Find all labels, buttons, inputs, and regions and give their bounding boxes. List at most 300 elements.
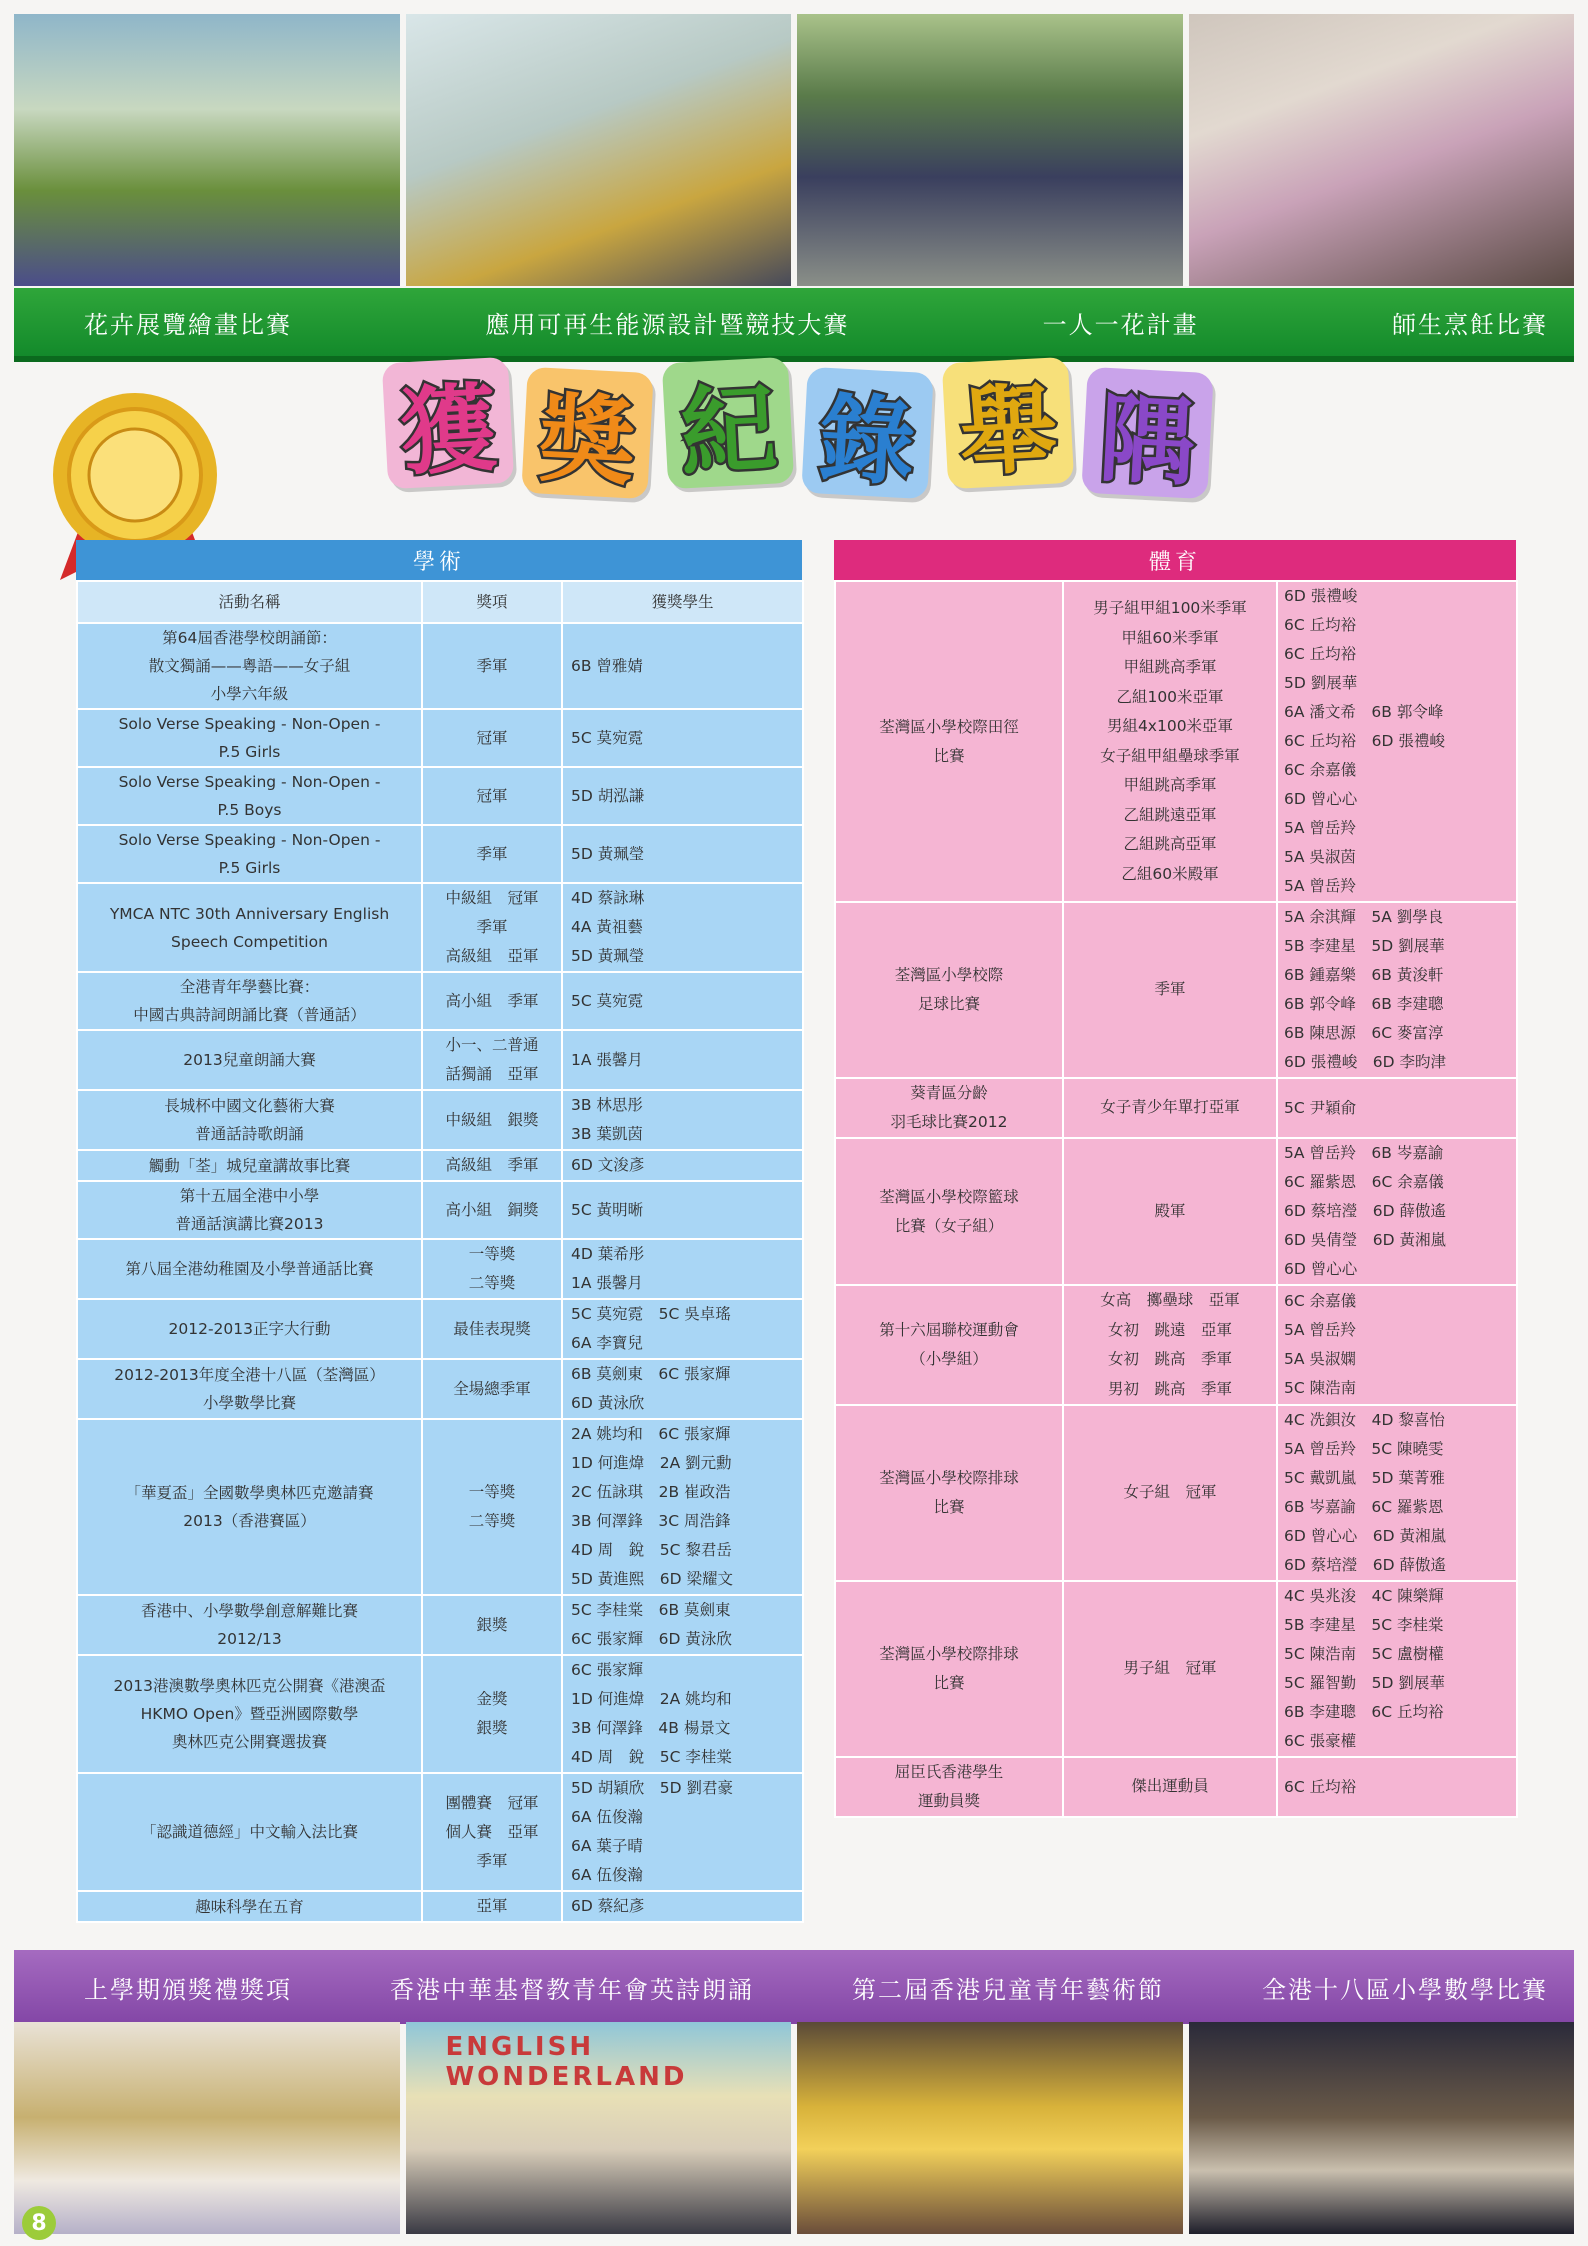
cell-line: 5A 曾岳羚 5C 陳曉雯 [1284, 1440, 1444, 1458]
cell-line: 男子組 冠軍 [1123, 1659, 1217, 1678]
cell-line: 5C 李桂棠 6B 莫劍東 [571, 1601, 731, 1619]
cell-line: 5C 陳浩南 [1284, 1379, 1357, 1397]
cell-line: 6D 曾心心 [1284, 790, 1358, 808]
cell-line: 6D 蔡培瀅 6D 薛傲遙 [1284, 1556, 1446, 1574]
award [422, 623, 562, 709]
cell-line: 傑出運動員 [1131, 1777, 1209, 1796]
award [1063, 1757, 1277, 1817]
cell-line: 中級組 冠軍 [445, 889, 539, 907]
sports-awards-panel [834, 540, 1516, 1818]
award [1063, 1078, 1277, 1138]
table-row [835, 1757, 1517, 1817]
cell-line: Solo Verse Speaking - Non-Open - [118, 715, 381, 733]
winners [1277, 1581, 1517, 1757]
table-row [835, 902, 1517, 1078]
table-row [835, 1285, 1517, 1405]
cell-line: 高小組 銅獎 [445, 1200, 539, 1219]
cell-line: 5D 黃珮瑩 [571, 947, 645, 965]
cell-line: 女子組 冠軍 [1123, 1483, 1217, 1502]
event-name [77, 623, 422, 709]
cell-line: 甲組跳高季軍 [1123, 658, 1217, 676]
cell-line: 銀獎 [476, 1615, 508, 1634]
column-header: 獲獎學生 [562, 581, 803, 623]
cell-line: 甲組跳高季軍 [1123, 776, 1217, 794]
cell-line: Speech Competition [171, 932, 328, 951]
cell-line: 6B 李建聰 6C 丘均裕 [1284, 1703, 1444, 1721]
table-row [77, 1595, 803, 1655]
winners [562, 1773, 803, 1891]
cell-line: 荃灣區小學校際排球 [879, 1645, 1019, 1663]
award [422, 1359, 562, 1419]
award [1063, 1581, 1277, 1757]
cell-line: 乙組60米殿軍 [1121, 864, 1219, 883]
cell-line: 6D 張禮峻 [1284, 587, 1358, 605]
cell-line: 6B 鍾嘉樂 6B 黃浚軒 [1284, 966, 1444, 984]
cell-line: 足球比賽 [917, 995, 980, 1013]
cell-line: 4D 周 銳 5C 黎君岳 [571, 1541, 732, 1559]
cell-line: 5C 莫宛霓 5C 吳卓瑤 [571, 1305, 731, 1323]
cell-line: 女初 跳高 季軍 [1107, 1350, 1232, 1368]
cell-line: 2013（香港賽區） [183, 1512, 316, 1530]
cell-line: 觸動「荃」城兒童講故事比賽 [148, 1156, 351, 1175]
cell-line: 銀獎 [476, 1719, 508, 1737]
cell-line: 男組4x100米亞軍 [1106, 717, 1234, 735]
cell-line: 5C 戴凱嵐 5D 葉菁雅 [1284, 1469, 1445, 1487]
event-name [77, 1359, 422, 1419]
cell-line: 第十五屆全港中小學 [179, 1187, 320, 1205]
award [422, 1090, 562, 1150]
cell-line: 一等獎 [468, 1245, 516, 1263]
cell-line: 6B 莫劍東 6C 張家輝 [571, 1365, 731, 1383]
award [422, 883, 562, 972]
academic-table [76, 580, 804, 1923]
photo-one-flower [797, 14, 1183, 286]
winners [562, 1239, 803, 1299]
cell-line: 比賽 [933, 1674, 965, 1692]
cell-line: 荃灣區小學校際排球 [879, 1469, 1019, 1487]
cell-line: 5B 李建星 5C 李桂棠 [1284, 1616, 1444, 1634]
cell-line: 5D 黃進熙 6D 梁耀文 [571, 1570, 733, 1588]
cell-line: 比賽 [933, 1498, 965, 1516]
cell-line: 6D 蔡紀彥 [571, 1897, 645, 1915]
table-row [77, 1655, 803, 1773]
winners [562, 1359, 803, 1419]
event-name [835, 1757, 1063, 1817]
winners [562, 883, 803, 972]
winners [1277, 1405, 1517, 1581]
winners [1277, 1078, 1517, 1138]
cell-line: 乙組跳高亞軍 [1123, 835, 1217, 853]
page-title [385, 360, 1211, 499]
cell-line: 5A 曾岳羚 [1284, 1321, 1356, 1339]
cell-line: 1D 何進煒 2A 姚均和 [571, 1690, 732, 1708]
cell-line: 5C 尹穎俞 [1284, 1098, 1357, 1117]
table-row [835, 1405, 1517, 1581]
cell-line: 季軍 [476, 918, 508, 936]
table-row [77, 709, 803, 767]
caption: 第二屆香港兒童青年藝術節 [852, 1975, 1164, 2004]
event-name [835, 902, 1063, 1078]
award [1063, 1405, 1277, 1581]
cell-line: 5C 黃明晰 [571, 1200, 644, 1219]
cell-line: Solo Verse Speaking - Non-Open - [118, 831, 381, 849]
cell-line: 荃灣區小學校際田徑 [879, 717, 1019, 736]
cell-line: 全場總季軍 [453, 1379, 531, 1398]
cell-line: 6C 張家輝 6D 黃泳欣 [571, 1630, 732, 1648]
cell-line: 乙組跳遠亞軍 [1123, 805, 1217, 824]
award [422, 1030, 562, 1090]
cell-line: 普通話演講比賽2013 [175, 1215, 324, 1233]
table-row [77, 1090, 803, 1150]
table-row [77, 1419, 803, 1595]
table-row [77, 1030, 803, 1090]
cell-line: 6D 蔡培瀅 6D 薛傲遙 [1284, 1202, 1446, 1220]
photo-flower-drawing [14, 14, 400, 286]
event-name [77, 1181, 422, 1239]
cell-line: 2013港澳數學奧林匹克公開賽《港澳盃 [113, 1677, 386, 1695]
award [1063, 902, 1277, 1078]
cell-line: （小學組） [910, 1350, 988, 1368]
cell-line: 「認識道德經」中文輸入法比賽 [140, 1823, 358, 1841]
cell-line: 第十六屆聯校運動會 [879, 1321, 1019, 1339]
award [422, 1655, 562, 1773]
event-name [77, 709, 422, 767]
event-name [77, 1891, 422, 1922]
cell-line: 荃灣區小學校際 [894, 966, 1004, 984]
column-header: 獎項 [422, 581, 562, 623]
cell-line: 殿軍 [1154, 1201, 1186, 1220]
cell-line: 中國古典詩詞朗誦比賽（普通話） [133, 1006, 366, 1024]
cell-line: 5D 黃珮瑩 [571, 844, 645, 863]
cell-line: 女初 跳遠 亞軍 [1107, 1320, 1232, 1339]
table-row [77, 1359, 803, 1419]
event-name [77, 1419, 422, 1595]
cell-line: 二等獎 [468, 1274, 516, 1292]
cell-line: 6D 曾心心 [1284, 1260, 1358, 1278]
cell-line: 乙組100米亞軍 [1116, 687, 1224, 706]
cell-line: 全港青年學藝比賽： [179, 978, 320, 996]
cell-line: 趣味科學在五育 [195, 1897, 304, 1916]
cell-line: 5B 李建星 5D 劉展華 [1284, 937, 1445, 955]
winners [1277, 581, 1517, 902]
cell-line: 中級組 銀獎 [445, 1110, 539, 1129]
event-name [77, 1239, 422, 1299]
table-row [835, 581, 1517, 902]
winners [562, 1595, 803, 1655]
sports-heading: 體育 [834, 540, 1516, 580]
cell-line: 2A 姚均和 6C 張家輝 [571, 1425, 731, 1443]
cell-line: 4D 蔡詠琳 [571, 889, 645, 907]
caption: 師生烹飪比賽 [1391, 310, 1548, 339]
cell-line: 6C 余嘉儀 [1284, 1292, 1357, 1310]
award [422, 1239, 562, 1299]
cell-line: Solo Verse Speaking - Non-Open - [118, 773, 381, 791]
cell-line: 6C 張豪權 [1284, 1732, 1357, 1750]
award [1063, 581, 1277, 902]
caption: 全港十八區小學數學比賽 [1262, 1975, 1548, 2004]
page-number: 8 [22, 2206, 56, 2240]
event-name [77, 1090, 422, 1150]
event-name [77, 1030, 422, 1090]
cell-line: 2012-2013正字大行動 [168, 1320, 331, 1338]
cell-line: 運動員獎 [917, 1792, 980, 1810]
winners [562, 1655, 803, 1773]
cell-line: 5D 胡泓謙 [571, 786, 645, 805]
cell-line: 普通話詩歌朗誦 [195, 1125, 304, 1143]
cell-line: 5C 羅智勤 5D 劉展華 [1284, 1674, 1445, 1692]
cell-line: 二等獎 [468, 1512, 516, 1530]
award [422, 825, 562, 883]
academic-awards-panel [76, 540, 802, 1923]
cell-line: 話獨誦 亞軍 [445, 1065, 539, 1083]
bottom-caption-bar [14, 1950, 1574, 2024]
cell-line: 5D 胡穎欣 5D 劉君豪 [571, 1779, 733, 1797]
cell-line: 女子青少年單打亞軍 [1100, 1098, 1240, 1117]
cell-line: 比賽（女子組） [894, 1216, 1004, 1235]
cell-line: 2012/13 [217, 1630, 282, 1648]
caption: 一人一花計畫 [1042, 310, 1199, 339]
cell-line: 小一、二普通 [445, 1036, 539, 1054]
cell-line: 6C 丘均裕 [1284, 616, 1357, 634]
cell-line: 1A 張馨月 [571, 1274, 643, 1292]
winners [562, 1150, 803, 1181]
event-name [77, 1655, 422, 1773]
cell-line: P.5 Boys [217, 801, 282, 819]
cell-line: 香港中、小學數學創意解難比賽 [140, 1602, 358, 1620]
table-row [77, 972, 803, 1030]
cell-line: 5C 陳浩南 5C 盧樹權 [1284, 1645, 1444, 1663]
cell-line: 6B 陳思源 6C 麥富淳 [1284, 1024, 1444, 1042]
event-name [77, 1595, 422, 1655]
photo-cooking [1189, 14, 1575, 286]
cell-line: 比賽 [933, 746, 965, 765]
caption: 上學期頒獎禮獎項 [84, 1975, 292, 2004]
photo-maths-contest [1189, 2022, 1575, 2234]
top-photo-strip [14, 14, 1574, 286]
cell-line: 6C 余嘉儀 [1284, 761, 1357, 779]
event-name [77, 1150, 422, 1181]
cell-line: 荃灣區小學校際籃球 [879, 1187, 1019, 1206]
cell-line: 5C 莫宛霓 [571, 728, 644, 747]
title-tile: 舉 [942, 357, 1074, 489]
cell-line: 一等獎 [468, 1483, 516, 1501]
caption: 香港中華基督教青年會英詩朗誦 [390, 1975, 754, 2004]
cell-line: 6D 曾心心 6D 黃湘嵐 [1284, 1527, 1446, 1545]
table-row [77, 1150, 803, 1181]
award [1063, 1138, 1277, 1285]
cell-line: 6A 葉子晴 [571, 1837, 643, 1855]
cell-line: 6A 潘文希 6B 郭令峰 [1284, 703, 1444, 721]
cell-line: 3B 何澤鋒 4B 楊景文 [571, 1719, 731, 1737]
title-tile: 獎 [521, 367, 653, 499]
award [422, 1419, 562, 1595]
bottom-photo-strip [14, 2022, 1574, 2234]
cell-line: 「華夏盃」全國數學奧林匹克邀請賽 [125, 1484, 374, 1502]
cell-line: 小學六年級 [210, 685, 289, 703]
cell-line: 最佳表現獎 [453, 1319, 531, 1338]
cell-line: 6A 李寶兒 [571, 1334, 643, 1352]
cell-line: 5D 劉展華 [1284, 674, 1358, 692]
cell-line: 男子組甲組100米季軍 [1093, 599, 1247, 617]
cell-line: 6A 伍俊瀚 [571, 1866, 643, 1884]
winners [1277, 1757, 1517, 1817]
cell-line: 葵青區分齡 [910, 1084, 988, 1102]
winners [1277, 902, 1517, 1078]
cell-line: 羽毛球比賽2012 [890, 1113, 1008, 1131]
event-name [77, 825, 422, 883]
cell-line: 第64屆香港學校朗誦節： [162, 629, 337, 647]
english-wonderland-banner: ENGLISH WONDERLAND [445, 2032, 688, 2092]
cell-line: 3B 葉凱茵 [571, 1125, 643, 1143]
award [422, 767, 562, 825]
event-name [835, 1138, 1063, 1285]
winners [562, 1299, 803, 1359]
table-row [77, 883, 803, 972]
event-name [77, 1299, 422, 1359]
event-name [77, 767, 422, 825]
winners [1277, 1285, 1517, 1405]
cell-line: 6B 曾雅婧 [571, 656, 643, 675]
winners [562, 767, 803, 825]
caption: 花卉展覽繪畫比賽 [84, 310, 292, 339]
cell-line: 個人賽 亞軍 [445, 1822, 539, 1841]
award [1063, 1285, 1277, 1405]
table-row [77, 1239, 803, 1299]
cell-line: 6C 丘均裕 [1284, 1777, 1357, 1796]
academic-heading: 學術 [76, 540, 802, 580]
title-tile: 隅 [1081, 367, 1213, 499]
winners [562, 1181, 803, 1239]
award [422, 1150, 562, 1181]
award [422, 1891, 562, 1922]
cell-line: 高級組 亞軍 [445, 947, 539, 965]
caption: 應用可再生能源設計暨競技大賽 [485, 310, 850, 339]
cell-line: 4C 吳兆浚 4C 陳樂輝 [1284, 1587, 1444, 1605]
photo-arts-festival [797, 2022, 1183, 2234]
cell-line: 5A 吳淑茵 [1284, 848, 1356, 866]
cell-line: 季軍 [476, 1851, 508, 1870]
title-tile: 獲 [382, 357, 514, 489]
cell-line: 6B 郭令峰 6B 李建聰 [1284, 995, 1444, 1013]
cell-line: 季軍 [476, 656, 508, 675]
winners [562, 1090, 803, 1150]
winners [1277, 1138, 1517, 1285]
cell-line: 3B 林思彤 [571, 1096, 643, 1114]
title-tile: 紀 [662, 357, 794, 489]
title-tile: 錄 [801, 367, 933, 499]
cell-line: 6A 伍俊瀚 [571, 1808, 643, 1826]
event-name [77, 972, 422, 1030]
cell-line: 屈臣氏香港學生 [894, 1763, 1004, 1781]
cell-line: 6D 黃泳欣 [571, 1394, 645, 1412]
award [422, 972, 562, 1030]
cell-line: 4A 黃祖藝 [571, 918, 643, 936]
cell-line: 季軍 [1154, 980, 1186, 999]
cell-line: 高小組 季軍 [445, 991, 539, 1010]
cell-line: P.5 Girls [218, 743, 281, 761]
cell-line: 冠軍 [476, 786, 508, 805]
cell-line: 6D 張禮峻 6D 李昀津 [1284, 1053, 1446, 1071]
cell-line: 2012-2013年度全港十八區（荃灣區） [114, 1366, 385, 1384]
cell-line: 小學數學比賽 [202, 1394, 296, 1412]
award [422, 709, 562, 767]
table-row [77, 623, 803, 709]
event-name [77, 1773, 422, 1891]
cell-line: HKMO Open》暨亞洲國際數學 [140, 1705, 359, 1723]
winners [562, 825, 803, 883]
table-row [77, 1773, 803, 1891]
cell-line: 6B 岑嘉諭 6C 羅紫恩 [1284, 1498, 1444, 1516]
cell-line: 6D 吳倩瑩 6D 黃湘嵐 [1284, 1231, 1446, 1249]
cell-line: 5A 曾岳羚 6B 岑嘉諭 [1284, 1144, 1444, 1162]
cell-line: 男初 跳高 季軍 [1107, 1379, 1232, 1398]
cell-line: 散文獨誦——粵語——女子組 [148, 657, 351, 675]
winners [562, 709, 803, 767]
cell-line: 高級組 季軍 [445, 1156, 539, 1174]
photo-renewable-energy [406, 14, 792, 286]
winners [562, 1891, 803, 1922]
cell-line: P.5 Girls [218, 859, 281, 877]
winners [562, 1030, 803, 1090]
cell-line: 4C 冼鋇汝 4D 黎喜怡 [1284, 1411, 1445, 1429]
cell-line: 冠軍 [476, 728, 508, 747]
cell-line: 5A 余淇輝 5A 劉學良 [1284, 908, 1444, 926]
cell-line: 4D 葉希彤 [571, 1245, 645, 1263]
cell-line: 2013兒童朗誦大賽 [183, 1051, 316, 1069]
event-name [835, 1581, 1063, 1757]
cell-line: 女高 擲壘球 亞軍 [1100, 1291, 1240, 1309]
cell-line: 6C 羅紫恩 6C 余嘉儀 [1284, 1173, 1444, 1191]
sports-table [834, 580, 1518, 1818]
table-row [77, 767, 803, 825]
cell-line: 5A 吳淑嫻 [1284, 1350, 1356, 1368]
winners [562, 972, 803, 1030]
cell-line: 1D 何進煒 2A 劉元勳 [571, 1454, 732, 1472]
cell-line: 6C 丘均裕 6D 張禮峻 [1284, 732, 1445, 750]
cell-line: 4D 周 銳 5C 李桂棠 [571, 1748, 732, 1766]
cell-line: 6D 文浚彥 [571, 1156, 645, 1174]
table-row [77, 825, 803, 883]
cell-line: 女子組甲組壘球季軍 [1100, 746, 1240, 765]
cell-line: 亞軍 [476, 1897, 508, 1915]
award [422, 1595, 562, 1655]
cell-line: 季軍 [476, 844, 508, 863]
cell-line: 第八屆全港幼稚園及小學普通話比賽 [125, 1260, 374, 1278]
award [422, 1181, 562, 1239]
cell-line: 6C 丘均裕 [1284, 645, 1357, 663]
table-row [835, 1078, 1517, 1138]
photo-trophies [14, 2022, 400, 2234]
cell-line: YMCA NTC 30th Anniversary English [109, 904, 390, 923]
table-row [835, 1581, 1517, 1757]
event-name [835, 1285, 1063, 1405]
cell-line: 甲組60米季軍 [1121, 628, 1219, 647]
table-row [77, 1891, 803, 1922]
cell-line: 5C 莫宛霓 [571, 991, 644, 1010]
cell-line: 金獎 [476, 1690, 508, 1708]
award [422, 1299, 562, 1359]
cell-line: 5A 曾岳羚 [1284, 877, 1356, 895]
photo-english-speech [406, 2022, 792, 2234]
event-name [835, 1405, 1063, 1581]
event-name [835, 581, 1063, 902]
cell-line: 3B 何澤鋒 3C 周浩鋒 [571, 1512, 731, 1530]
cell-line: 奧林匹克公開賽選拔賽 [171, 1733, 327, 1751]
cell-line: 6C 張家輝 [571, 1661, 644, 1679]
event-name [835, 1078, 1063, 1138]
table-row [835, 1138, 1517, 1285]
event-name [77, 883, 422, 972]
